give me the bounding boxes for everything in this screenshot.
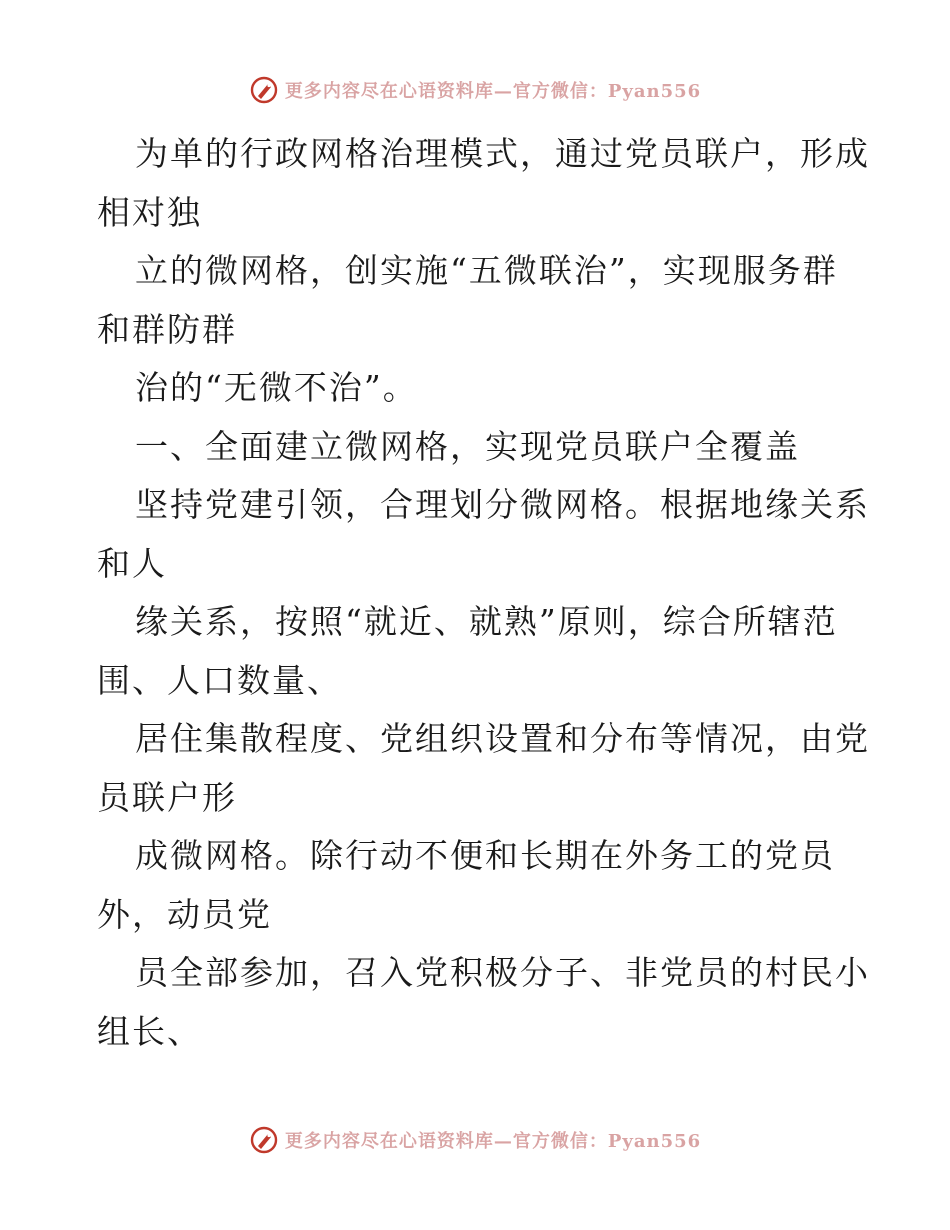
body-line: 和人 — [97, 543, 167, 583]
body-line: 成微网格。除行动不便和长期在外务工的党员 — [135, 836, 835, 875]
pen-nib-logo-icon — [249, 1125, 279, 1155]
body-line: 坚持党建引领，合理划分微网格。根据地缘关系 — [135, 485, 870, 524]
body-line: 组长、 — [97, 1011, 202, 1051]
body-line: 居住集散程度、党组织设置和分布等情况，由党 — [135, 719, 870, 758]
body-line: 员联户形 — [97, 777, 237, 817]
body-line: 治的“无微不治”。 — [135, 368, 418, 407]
body-line: 缘关系，按照“就近、就熟”原则，综合所辖范 — [135, 602, 838, 641]
pen-nib-logo-icon — [249, 75, 279, 105]
body-line: 员全部参加，召入党积极分子、非党员的村民小 — [135, 953, 870, 992]
body-line: 和群防群 — [97, 309, 237, 349]
header-banner — [0, 70, 950, 110]
section-heading: 一、全面建立微网格，实现党员联户全覆盖 — [135, 426, 800, 466]
body-line: 相对独 — [97, 192, 202, 232]
footer-banner — [0, 1120, 950, 1160]
body-line: 围、人口数量、 — [97, 660, 342, 700]
footer-banner-text: 更多内容尽在心语资料库—官方微信：Pyan556 — [284, 1131, 702, 1152]
body-line: 外，动员党 — [97, 894, 272, 934]
document-body — [97, 125, 870, 1061]
body-line: 为单的行政网格治理模式，通过党员联户，形成 — [135, 134, 870, 173]
header-banner-text: 更多内容尽在心语资料库—官方微信：Pyan556 — [284, 81, 702, 102]
body-line: 立的微网格，创实施“五微联治”，实现服务群 — [135, 251, 838, 290]
